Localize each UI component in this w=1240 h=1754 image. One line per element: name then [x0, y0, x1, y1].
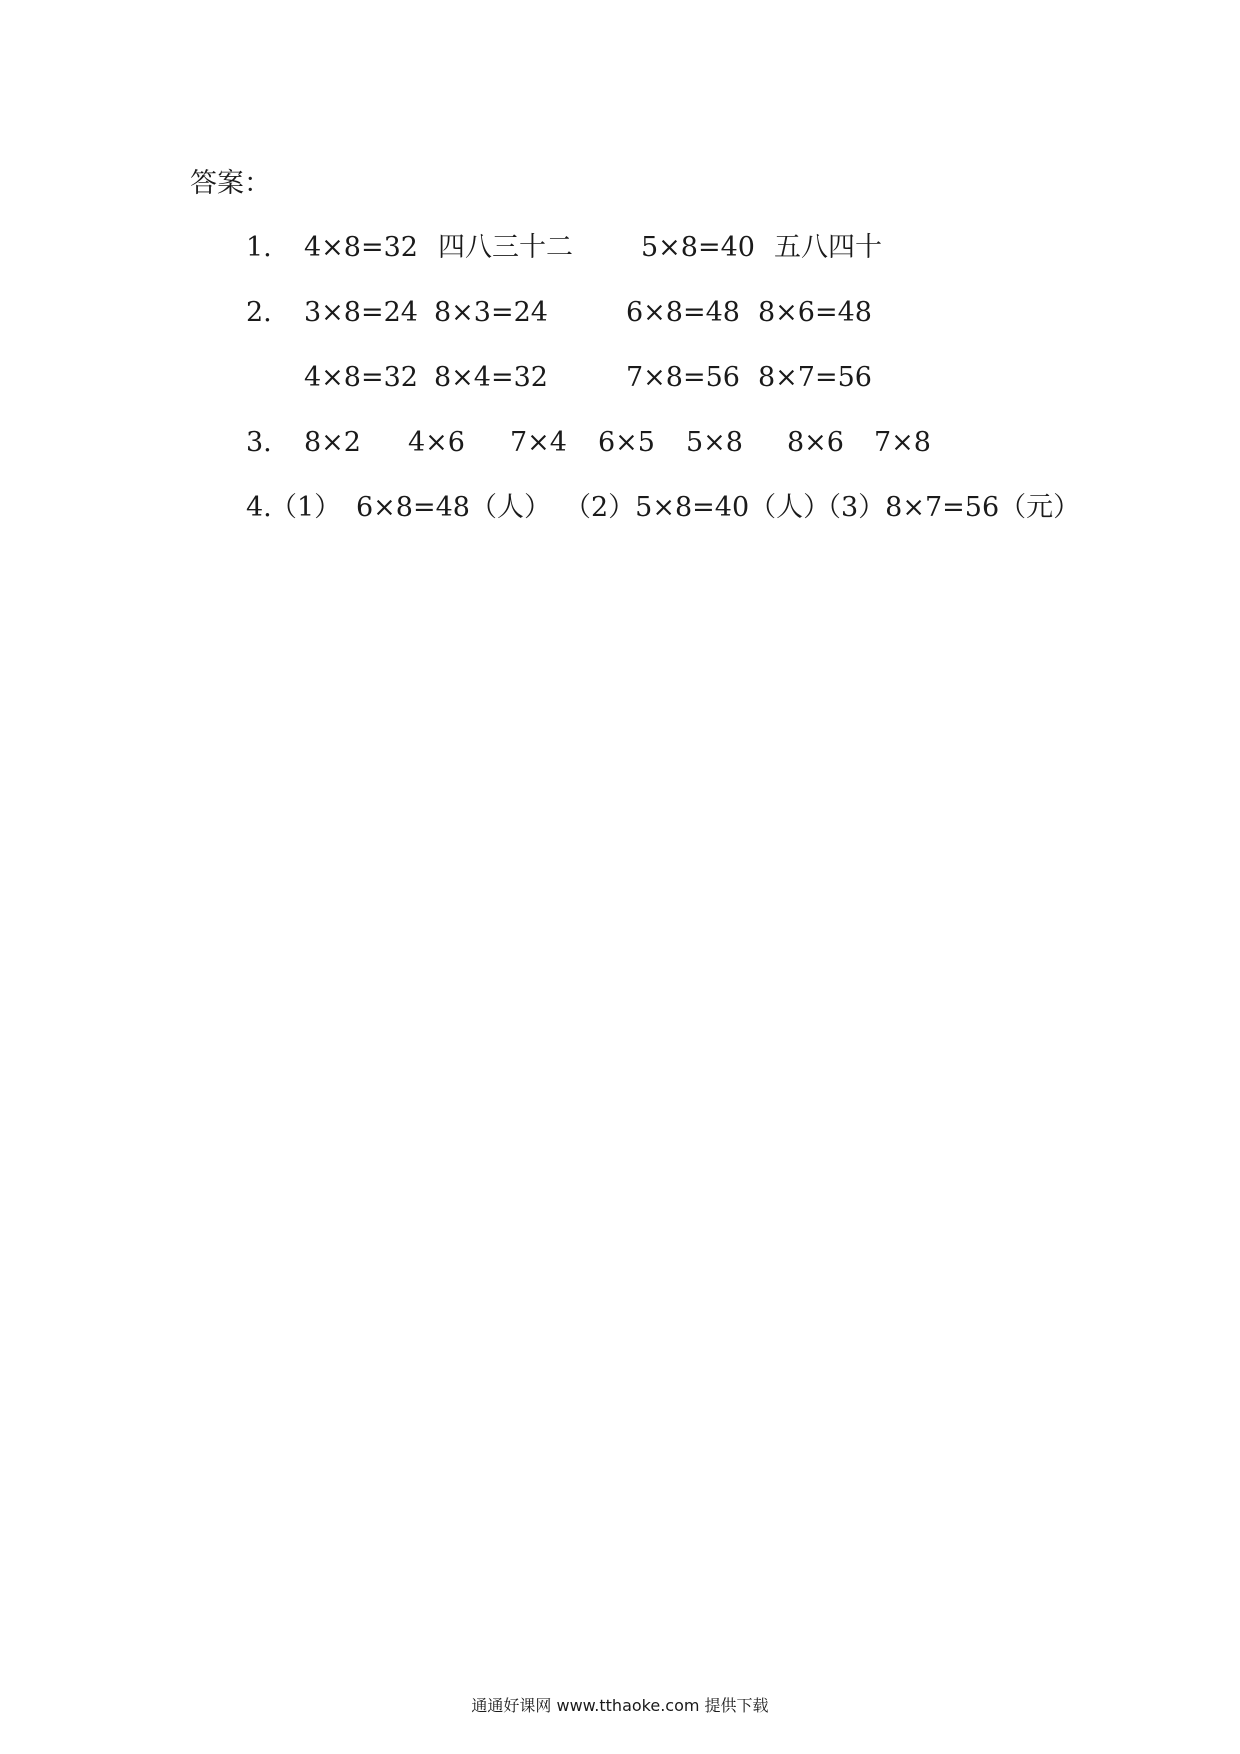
answer-equation: 8×7=56 — [758, 362, 872, 393]
answer-expression: 7×4 — [510, 427, 567, 458]
answer-equation: （2）5×8=40（人） — [564, 492, 831, 523]
answer-expression: 8×2 — [304, 427, 361, 458]
answer-equation: 3×8=24 — [304, 297, 418, 328]
item-number: 2. — [246, 297, 272, 328]
answer-equation: 6×8=48 — [626, 297, 740, 328]
answer-equation: 7×8=56 — [626, 362, 740, 393]
answer-expression: 4×6 — [408, 427, 465, 458]
answer-rhyme: 五八四十 — [774, 232, 882, 263]
item-number: 3. — [246, 427, 272, 458]
page-footer: 通通好课网 www.tthaoke.com 提供下载 — [471, 1696, 769, 1715]
answer-equation: 6×8=48（人） — [356, 492, 551, 523]
answer-equation: 8×4=32 — [434, 362, 548, 393]
answer-rhyme: 四八三十二 — [438, 232, 573, 263]
answer-expression: 8×6 — [787, 427, 844, 458]
item-number: 4. — [246, 492, 272, 523]
answer-item-2 — [246, 295, 926, 331]
answer-equation: 5×8=40 — [641, 232, 755, 263]
answer-heading: 答案： — [190, 168, 271, 199]
answer-equation: 4×8=32 — [304, 232, 418, 263]
answer-item-2-continued — [246, 360, 926, 396]
answer-equation: 8×3=24 — [434, 297, 548, 328]
answer-equation: 4×8=32 — [304, 362, 418, 393]
answer-item-1 — [246, 230, 926, 266]
sub-item-label: （1） — [270, 492, 342, 523]
item-number: 1. — [246, 232, 272, 263]
answer-equation: （3）8×7=56（元） — [814, 492, 1081, 523]
answer-expression: 5×8 — [686, 427, 743, 458]
answer-item-4 — [246, 490, 1081, 526]
answer-expression: 7×8 — [874, 427, 931, 458]
answer-expression: 6×5 — [598, 427, 655, 458]
answer-item-3 — [246, 425, 946, 461]
answer-equation: 8×6=48 — [758, 297, 872, 328]
